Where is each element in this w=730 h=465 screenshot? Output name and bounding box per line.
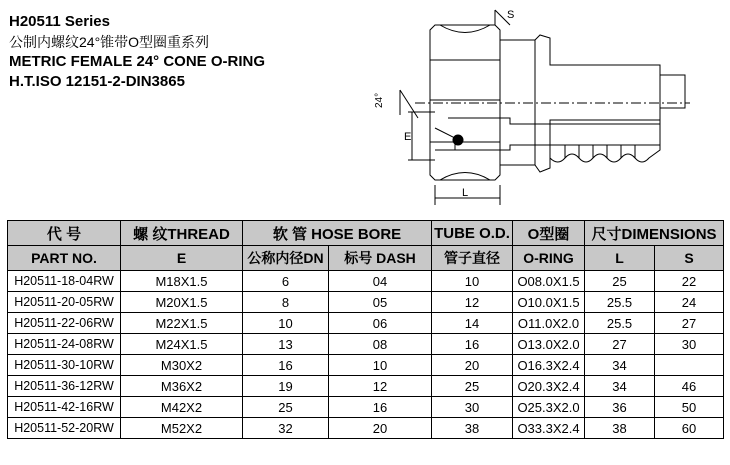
- cell-dn: 19: [243, 376, 329, 397]
- label-e: E: [404, 131, 412, 143]
- cell-part: H20511-22-06RW: [8, 313, 121, 334]
- cell-s: 50: [655, 397, 724, 418]
- cell-part: H20511-36-12RW: [8, 376, 121, 397]
- ferrule-grooves: [550, 120, 660, 162]
- cell-oring: O11.0X2.0: [513, 313, 585, 334]
- col-header-oring-sub: O-RING: [513, 246, 585, 271]
- table-row: [8, 313, 724, 334]
- cell-tube: 30: [432, 397, 513, 418]
- cell-s: [655, 355, 724, 376]
- table-row: [8, 376, 724, 397]
- cell-part: H20511-52-20RW: [8, 418, 121, 439]
- col-header-dim-l: L: [585, 246, 655, 271]
- col-header-oring: O型圈: [513, 221, 585, 246]
- cell-part: H20511-42-16RW: [8, 397, 121, 418]
- cell-dn: 32: [243, 418, 329, 439]
- cell-thread: M30X2: [121, 355, 243, 376]
- cell-tube: 14: [432, 313, 513, 334]
- spec-table: [7, 220, 724, 439]
- col-header-hose-dash: 标号 DASH: [329, 246, 432, 271]
- cell-l: 25.5: [585, 313, 655, 334]
- cell-s: 24: [655, 292, 724, 313]
- table-row: [8, 418, 724, 439]
- header-block: [9, 12, 265, 92]
- cell-dash: 04: [329, 271, 432, 292]
- cell-oring: O16.3X2.4: [513, 355, 585, 376]
- series-title: H20511 Series: [9, 13, 110, 30]
- cell-l: 36: [585, 397, 655, 418]
- cell-dn: 6: [243, 271, 329, 292]
- label-l: L: [462, 187, 469, 199]
- cell-thread: M22X1.5: [121, 313, 243, 334]
- col-header-hose-dn: 公称内径DN: [243, 246, 329, 271]
- cell-tube: 20: [432, 355, 513, 376]
- cell-tube: 12: [432, 292, 513, 313]
- col-header-thread: 螺 纹THREAD: [121, 221, 243, 246]
- cell-dn: 13: [243, 334, 329, 355]
- col-header-part-en: PART NO.: [8, 246, 121, 271]
- col-header-dimensions: 尺寸DIMENSIONS: [585, 221, 724, 246]
- cell-part: H20511-18-04RW: [8, 271, 121, 292]
- col-header-thread-e: E: [121, 246, 243, 271]
- cell-l: 27: [585, 334, 655, 355]
- cell-dash: 10: [329, 355, 432, 376]
- cell-thread: M42X2: [121, 397, 243, 418]
- col-header-tube: TUBE O.D.: [432, 221, 513, 246]
- cell-oring: O13.0X2.0: [513, 334, 585, 355]
- cell-s: 46: [655, 376, 724, 397]
- cell-s: 22: [655, 271, 724, 292]
- table-row: [8, 271, 724, 292]
- cell-s: 60: [655, 418, 724, 439]
- standard-title: H.T.ISO 12151-2-DIN3865: [9, 73, 185, 90]
- cell-dn: 10: [243, 313, 329, 334]
- cell-l: 34: [585, 355, 655, 376]
- cell-l: 25.5: [585, 292, 655, 313]
- fitting-technical-drawing: [360, 0, 700, 212]
- cell-dash: 16: [329, 397, 432, 418]
- cell-l: 34: [585, 376, 655, 397]
- cell-part: H20511-30-10RW: [8, 355, 121, 376]
- table-row: [8, 355, 724, 376]
- cell-tube: 10: [432, 271, 513, 292]
- cell-dash: 08: [329, 334, 432, 355]
- cell-oring: O20.3X2.4: [513, 376, 585, 397]
- chinese-title: 公制内螺纹24°锥带O型圈重系列: [9, 34, 210, 50]
- cell-oring: O08.0X1.5: [513, 271, 585, 292]
- cell-l: 38: [585, 418, 655, 439]
- cell-oring: O25.3X2.0: [513, 397, 585, 418]
- cell-dn: 25: [243, 397, 329, 418]
- cell-dash: 06: [329, 313, 432, 334]
- cell-dn: 8: [243, 292, 329, 313]
- cell-dn: 16: [243, 355, 329, 376]
- col-header-hose: 软 管 HOSE BORE: [243, 221, 432, 246]
- cell-oring: O10.0X1.5: [513, 292, 585, 313]
- cell-s: 27: [655, 313, 724, 334]
- cell-thread: M52X2: [121, 418, 243, 439]
- cell-thread: M20X1.5: [121, 292, 243, 313]
- spec-table-body: [8, 271, 724, 439]
- table-row: [8, 334, 724, 355]
- table-row: [8, 292, 724, 313]
- cell-dash: 05: [329, 292, 432, 313]
- cell-dash: 12: [329, 376, 432, 397]
- cell-oring: O33.3X2.4: [513, 418, 585, 439]
- cell-dash: 20: [329, 418, 432, 439]
- cell-thread: M18X1.5: [121, 271, 243, 292]
- col-header-dim-s: S: [655, 246, 724, 271]
- cell-tube: 38: [432, 418, 513, 439]
- cell-part: H20511-20-05RW: [8, 292, 121, 313]
- english-title: METRIC FEMALE 24° CONE O-RING: [9, 53, 266, 70]
- col-header-part-cn: 代 号: [8, 221, 121, 246]
- cell-tube: 25: [432, 376, 513, 397]
- cell-thread: M24X1.5: [121, 334, 243, 355]
- cell-l: 25: [585, 271, 655, 292]
- label-s: S: [507, 9, 515, 21]
- col-header-tube-cn: 管子直径: [432, 246, 513, 271]
- table-row: [8, 397, 724, 418]
- o-ring-symbol: [453, 135, 463, 145]
- cell-s: 30: [655, 334, 724, 355]
- cell-tube: 16: [432, 334, 513, 355]
- label-angle: 24°: [374, 92, 385, 108]
- cell-part: H20511-24-08RW: [8, 334, 121, 355]
- cell-thread: M36X2: [121, 376, 243, 397]
